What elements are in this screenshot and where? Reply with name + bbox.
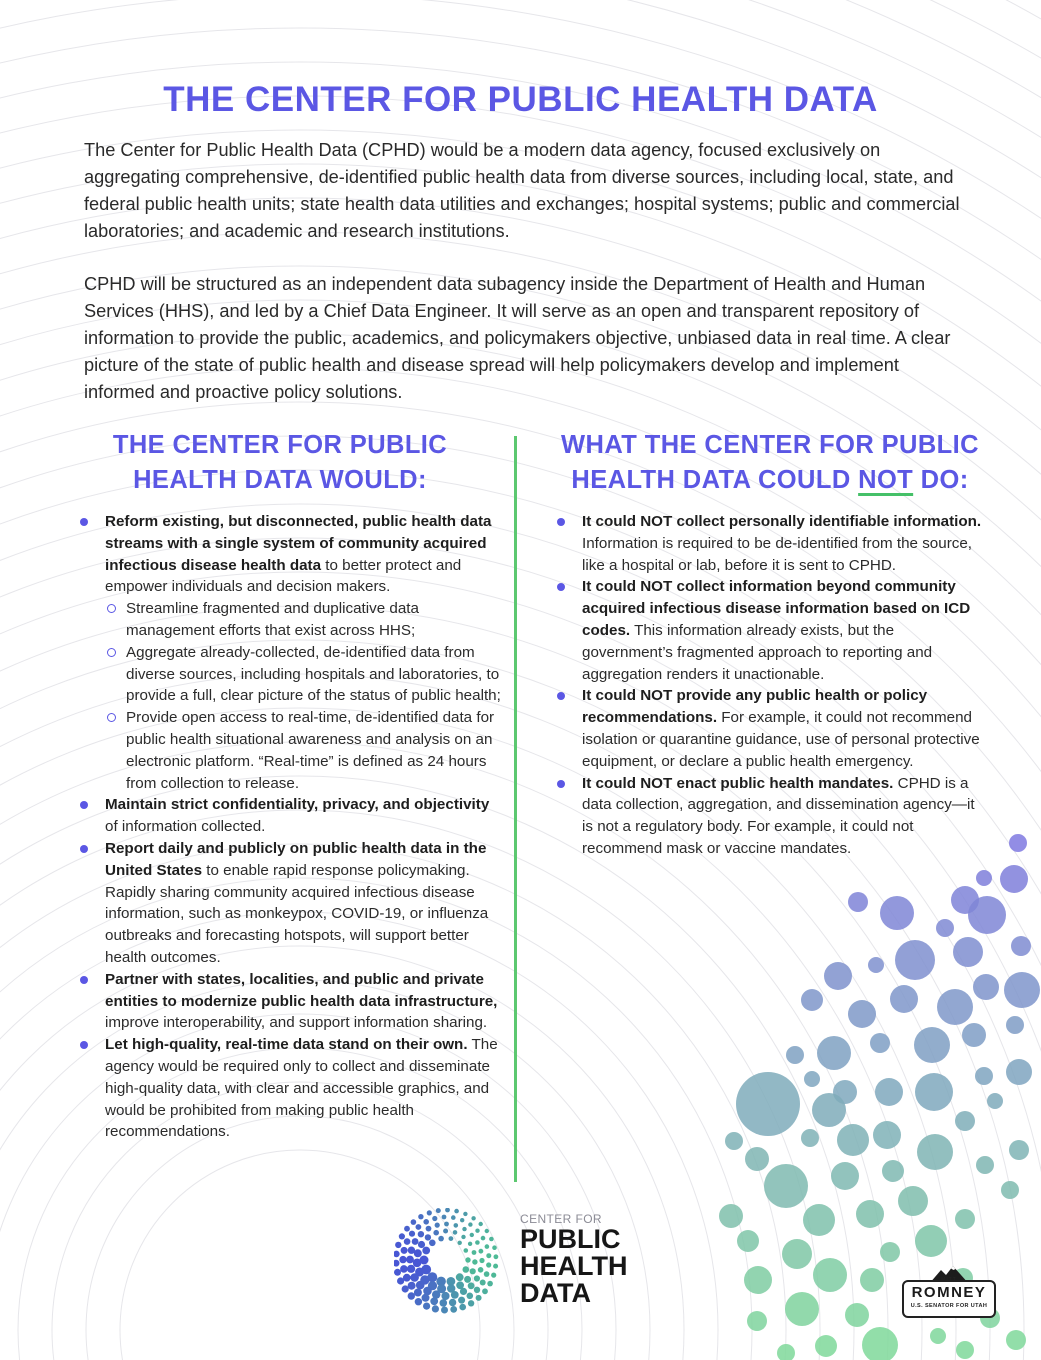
logo-dot xyxy=(404,1238,411,1245)
logo-dot xyxy=(394,1260,400,1267)
logo-dot xyxy=(440,1299,448,1307)
logo-dot xyxy=(436,1208,441,1213)
logo-dot xyxy=(461,1235,465,1239)
would-heading-line-2: HEALTH DATA WOULD: xyxy=(133,466,427,494)
logo-dot xyxy=(408,1247,415,1254)
logo-dot xyxy=(468,1300,474,1306)
logo-dot xyxy=(429,1240,436,1247)
would-item-bold: Reform existing, but disconnected, public health data streams with a single system of community acquired infectious disease health data xyxy=(105,513,492,574)
logo-dot xyxy=(482,1288,488,1294)
would-sub-item: Provide open access to real-time, de-identified data for public health situational awareness and analysis on an electronic platform. “Real-time” is defined as 24 hours from collection to release. xyxy=(126,707,505,794)
cphd-logo xyxy=(394,1208,644,1308)
logo-dot xyxy=(485,1244,490,1249)
logo-dot xyxy=(438,1236,444,1242)
logo-dot xyxy=(480,1280,486,1286)
could-not-heading-part-b: DO: xyxy=(913,466,969,494)
logo-dot xyxy=(453,1230,458,1235)
logo-dot xyxy=(399,1233,405,1239)
logo-dot xyxy=(489,1237,494,1242)
logo-dot xyxy=(422,1247,430,1255)
would-item-bold: Let high-quality, real-time data stand on their own. xyxy=(105,1036,468,1054)
logo-dot xyxy=(468,1222,472,1226)
logo-dot xyxy=(445,1208,450,1212)
logo-dot xyxy=(474,1275,480,1281)
logo-dot xyxy=(462,1227,466,1231)
logo-dot xyxy=(411,1219,417,1225)
logo-dot xyxy=(426,1226,432,1232)
logo-dot xyxy=(433,1230,439,1236)
would-heading-line-1: THE CENTER FOR PUBLIC xyxy=(112,431,448,459)
logo-dot xyxy=(412,1238,419,1245)
logo-dot xyxy=(472,1259,477,1264)
could-not-heading-line-2 xyxy=(560,463,980,498)
logo-dot xyxy=(416,1224,422,1230)
would-item-bold: Report daily and publicly on public health data in the United States xyxy=(105,839,487,879)
could-not-heading-line-1: WHAT THE CENTER FOR PUBLIC xyxy=(561,431,979,459)
would-item-text: of information collected. xyxy=(105,818,266,836)
could-not-list xyxy=(582,511,982,860)
could-not-item xyxy=(582,685,982,772)
logo-dot xyxy=(399,1256,406,1263)
could-not-heading xyxy=(560,428,980,498)
logo-dot xyxy=(407,1265,415,1273)
logo-dot xyxy=(467,1293,474,1300)
logo-dot xyxy=(485,1229,489,1233)
logo-dot xyxy=(468,1282,475,1289)
could-not-item-text: Information is required to be de-identified from the source, like a hospital or lab, before it is sent to CPHD. xyxy=(582,534,973,574)
logo-dot xyxy=(468,1242,472,1246)
would-sub-list xyxy=(105,598,505,794)
logo-dot xyxy=(418,1214,423,1219)
logo-dot xyxy=(475,1240,480,1245)
logo-dot xyxy=(463,1266,470,1273)
logo-line-health: HEALTH xyxy=(520,1251,628,1281)
logo-dot xyxy=(432,1305,439,1312)
logo-dot xyxy=(415,1298,422,1305)
would-sub-item: Streamline fragmented and duplicative data management efforts that exist across HHS; xyxy=(126,598,505,642)
logo-dot xyxy=(427,1210,432,1215)
logo-dot xyxy=(486,1253,491,1258)
logo-dot xyxy=(460,1288,467,1295)
would-item xyxy=(105,838,505,969)
logo-dot xyxy=(471,1216,475,1220)
would-item-text: to enable rapid response policymaking. Rapidly sharing community acquired infectious disease information, such as monkeypox, COVID-19, or influenza outbreaks and forecasting hotspots, will support better health outcomes. xyxy=(105,861,489,966)
logo-dot xyxy=(470,1268,476,1274)
logo-dot xyxy=(493,1264,498,1269)
logo-dot xyxy=(418,1231,424,1237)
logo-dot xyxy=(432,1216,437,1221)
logo-dot xyxy=(458,1241,462,1245)
logo-dot xyxy=(395,1242,401,1248)
logo-dot xyxy=(441,1292,449,1300)
logo-dot xyxy=(479,1222,483,1226)
would-item-bold: Maintain strict confidentiality, privacy, and objectivity xyxy=(105,796,490,814)
logo-dot xyxy=(479,1258,484,1263)
logo-dot xyxy=(442,1215,447,1220)
logo-dot xyxy=(475,1229,479,1233)
could-not-heading-part-a: HEALTH DATA COULD xyxy=(571,466,859,494)
logo-dot xyxy=(479,1249,484,1254)
logo-dot xyxy=(406,1256,414,1264)
logo-dot xyxy=(425,1234,431,1240)
logo-dot xyxy=(449,1299,456,1306)
logo-dot xyxy=(449,1236,454,1241)
would-item-text: The agency would be required only to collect and disseminate high-quality data, with clear and accessible graphics, and would be prohibited from making public health recommendations. xyxy=(105,1036,498,1141)
logo-dot xyxy=(451,1215,456,1220)
logo-wordmark xyxy=(520,1212,628,1307)
badge-top-text: MITT xyxy=(941,1277,957,1283)
could-not-item-text: This information already exists, but the government’s fragmented approach to reporting and aggregation renders it unactionable. xyxy=(582,621,933,683)
logo-dot xyxy=(418,1241,425,1248)
logo-dot xyxy=(463,1212,467,1216)
logo-dot xyxy=(408,1292,415,1299)
logo-dot xyxy=(460,1218,464,1222)
logo-dot xyxy=(422,1294,430,1302)
logo-dot xyxy=(397,1277,404,1284)
logo-dot xyxy=(472,1250,477,1255)
logo-dot xyxy=(491,1273,496,1278)
intro-paragraph-1: The Center for Public Health Data (CPHD) would be a modern data agency, focused exclusively on aggregating comprehensive, de-identified public health data from diverse sources, including local, state, and federal public health units; state health data utilities and exchanges; hospital systems; public and commercial laboratories; and academic and research institutions. xyxy=(84,140,960,241)
logo-dot xyxy=(464,1276,471,1283)
could-not-item-text: For example, it could not recommend isolation or quarantine guidance, use of personal protective equipment, or declare a public health emergency. xyxy=(582,709,980,770)
could-not-item xyxy=(582,773,982,860)
would-heading xyxy=(80,428,480,498)
logo-dot xyxy=(413,1259,422,1268)
logo-dot xyxy=(454,1223,459,1228)
logo-dot xyxy=(456,1273,464,1281)
could-not-item-bold: It could NOT enact public health mandates. xyxy=(582,774,894,792)
could-not-item-bold: It could NOT collect personally identifiable information. xyxy=(582,513,982,530)
logo-dot xyxy=(451,1291,459,1299)
page-title: THE CENTER FOR PUBLIC HEALTH DATA xyxy=(163,80,878,119)
logo-dot xyxy=(410,1273,419,1282)
logo-dot xyxy=(465,1257,470,1262)
logo-dot xyxy=(409,1231,415,1237)
logo-dot xyxy=(400,1265,408,1273)
romney-badge xyxy=(902,1262,998,1320)
logo-dot xyxy=(443,1229,448,1234)
logo-dot xyxy=(492,1245,497,1250)
column-divider xyxy=(514,436,517,1182)
logo-dot xyxy=(414,1289,422,1297)
logo-dot xyxy=(394,1269,401,1276)
dot-logo-icon xyxy=(394,1208,506,1320)
logo-line-data: DATA xyxy=(520,1278,591,1308)
logo-dot xyxy=(423,1287,432,1296)
logo-dot xyxy=(458,1297,465,1304)
logo-dot xyxy=(484,1271,490,1277)
logo-dot xyxy=(394,1251,400,1258)
badge-name: ROMNEY xyxy=(911,1284,987,1301)
would-sub-item: Aggregate already-collected, de-identified data from diverse sources, including hospitals and laboratories, to provide a full, clear picture of the status of public health; xyxy=(126,642,505,707)
badge-bottom-text: U.S. SENATOR FOR UTAH xyxy=(910,1303,988,1309)
could-not-item xyxy=(582,511,982,576)
logo-dot xyxy=(444,1222,449,1227)
could-not-item xyxy=(582,576,982,685)
not-emphasis: NOT xyxy=(858,466,914,494)
could-not-item-bold: It could NOT provide any public health or policy recommendations. xyxy=(582,687,928,727)
logo-line-public: PUBLIC xyxy=(520,1224,621,1254)
logo-dot xyxy=(478,1267,484,1273)
would-item xyxy=(105,794,505,838)
would-item xyxy=(105,1034,505,1143)
logo-small-text: CENTER FOR xyxy=(520,1212,602,1226)
logo-dot xyxy=(470,1233,474,1237)
would-column xyxy=(105,511,505,1143)
logo-dot xyxy=(481,1236,486,1241)
logo-dot xyxy=(454,1209,459,1214)
logo-dot xyxy=(402,1285,409,1292)
logo-dot xyxy=(408,1282,416,1290)
logo-dot xyxy=(459,1304,466,1311)
logo-dot xyxy=(464,1248,469,1253)
logo-dot xyxy=(435,1223,440,1228)
could-not-item-bold: It could NOT collect information beyond community acquired infectious disease information based on ICD codes. xyxy=(582,578,971,639)
logo-dot xyxy=(423,1303,430,1310)
intro-paragraph-2: CPHD will be structured as an independent data subagency inside the Department of Health and Human Services (HHS), and led by a Chief Data Engineer. It will serve as an open and transparent repository of information to provide the public, academics, and policymakers objective, unbiased data in real time. A clear picture of the state of public health and disease spread will help policymakers develop and implement informed and proactive policy solutions. xyxy=(84,274,951,402)
logo-dot xyxy=(474,1287,480,1293)
logo-dot xyxy=(416,1281,425,1290)
logo-dot xyxy=(450,1306,457,1313)
logo-dot xyxy=(476,1295,482,1301)
could-not-column xyxy=(582,511,982,860)
logo-dot xyxy=(486,1262,491,1267)
could-not-item-text: CPHD is a data collection, aggregation, and dissemination agency—it is not a regulatory body. For example, it could not recommend mask or vaccine mandates. xyxy=(582,774,975,857)
logo-dot xyxy=(404,1226,410,1232)
logo-dot xyxy=(487,1281,493,1287)
logo-dot xyxy=(494,1254,499,1259)
logo-dot xyxy=(430,1297,438,1305)
would-item-text: to better protect and empower individuals and decision makers. xyxy=(105,556,462,596)
would-list xyxy=(105,511,505,1143)
would-item xyxy=(105,511,505,794)
would-item-bold: Partner with states, localities, and public and private entities to modernize public health data infrastructure, xyxy=(105,970,498,1010)
would-item-text: improve interoperability, and support information sharing. xyxy=(105,1014,488,1032)
logo-dot xyxy=(401,1247,408,1254)
would-item xyxy=(105,969,505,1034)
logo-dot xyxy=(423,1219,429,1225)
logo-dot xyxy=(441,1307,448,1314)
